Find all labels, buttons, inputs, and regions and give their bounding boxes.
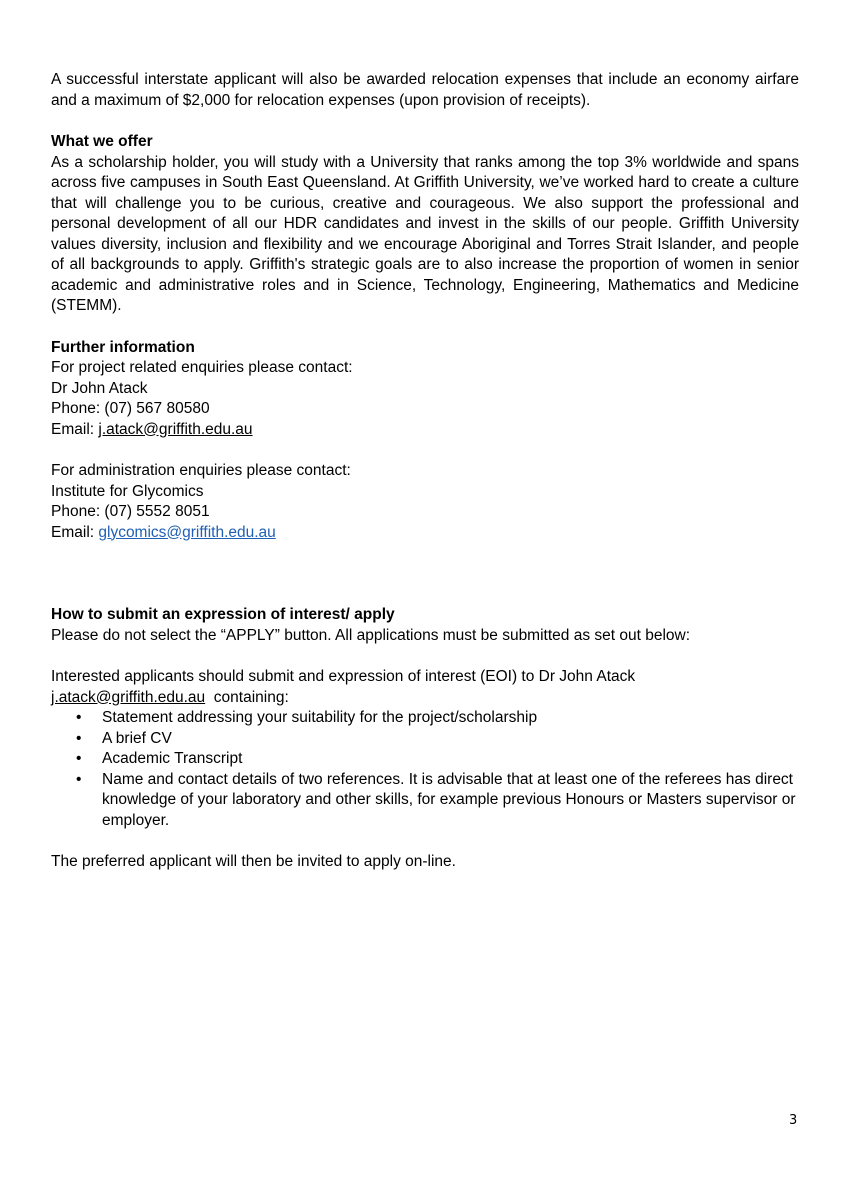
spacer [51, 317, 799, 338]
admin-contact-phone: Phone: (07) 5552 8051 [51, 503, 210, 520]
eoi-line: Interested applicants should submit and expression of interest (EOI) to Dr John Atack [51, 668, 636, 685]
eoi-requirements-list [51, 708, 799, 831]
email-label: Email: [51, 420, 99, 438]
bullet-icon: • [76, 750, 82, 767]
list-item [51, 708, 799, 729]
list-item [51, 729, 799, 750]
bullet-icon: • [76, 770, 82, 788]
admin-contact-intro: For administration enquiries please contact: [51, 462, 351, 479]
bullet-icon: • [76, 709, 82, 726]
project-contact-intro: For project related enquiries please contact: [51, 359, 353, 376]
apply-instruction: Please do not select the “APPLY” button. All applications must be submitted as set out below: [51, 626, 691, 644]
eoi-email-line [51, 688, 799, 709]
admin-email-link[interactable]: glycomics@griffith.edu.au [98, 523, 276, 541]
list-item [51, 770, 799, 832]
admin-contact-email-line [51, 523, 799, 544]
project-contact-name: Dr John Atack [51, 379, 148, 397]
project-contact-phone: Phone: (07) 567 80580 [51, 400, 210, 417]
list-item [51, 749, 799, 770]
list-item-text: Name and contact details of two references. It is advisable that at least one of the referees has direct knowledge of your laboratory and other skills, for example previous Honours or Masters supervisor or employer. [102, 770, 796, 829]
project-contact-email-line [51, 420, 799, 441]
closing-line: The preferred applicant will then be invited to apply on-line. [51, 853, 456, 870]
further-info-heading: Further information [51, 338, 195, 356]
apply-heading: How to submit an expression of interest/ apply [51, 606, 395, 623]
project-email-link[interactable]: j.atack@griffith.edu.au [98, 420, 253, 438]
relocation-paragraph: A successful interstate applicant will also be awarded relocation expenses that include an economy airfare and a maximum of $2,000 for relocation expenses (upon provision of receipts). [51, 71, 799, 109]
list-item-text: A brief CV [102, 729, 172, 747]
page-number: 3 [789, 1113, 798, 1128]
spacer [51, 111, 799, 132]
eoi-suffix: containing: [205, 688, 289, 706]
bullet-icon: • [76, 729, 82, 747]
email-label: Email: [51, 523, 99, 541]
list-item-text: Academic Transcript [102, 750, 243, 767]
page-content [51, 70, 799, 873]
admin-contact-name: Institute for Glycomics [51, 482, 204, 500]
list-item-text: Statement addressing your suitability for the project/scholarship [102, 709, 538, 726]
offer-heading: What we offer [51, 133, 153, 150]
eoi-email-link[interactable]: j.atack@griffith.edu.au [51, 688, 206, 706]
spacer [51, 646, 799, 667]
spacer [51, 831, 799, 852]
spacer [51, 440, 799, 461]
spacer [51, 543, 799, 605]
offer-paragraph: As a scholarship holder, you will study with a University that ranks among the top 3% worldwide and spans across five campuses in South East Queensland. At Griffith University, we’ve worked hard to create a culture that will challenge you to be curious, creative and courageous. We also support the professional and personal development of all our HDR candidates and invest in the skills of our people. Griffith University values diversity, inclusion and flexibility and we encourage Aboriginal and Torres Strait Islander, and people of all backgrounds to apply. Griffith's strategic goals are to also increase the proportion of women in senior academic and administrative roles and in Science, Technology, Engineering, Mathematics and Medicine (STEMM). [51, 153, 799, 314]
